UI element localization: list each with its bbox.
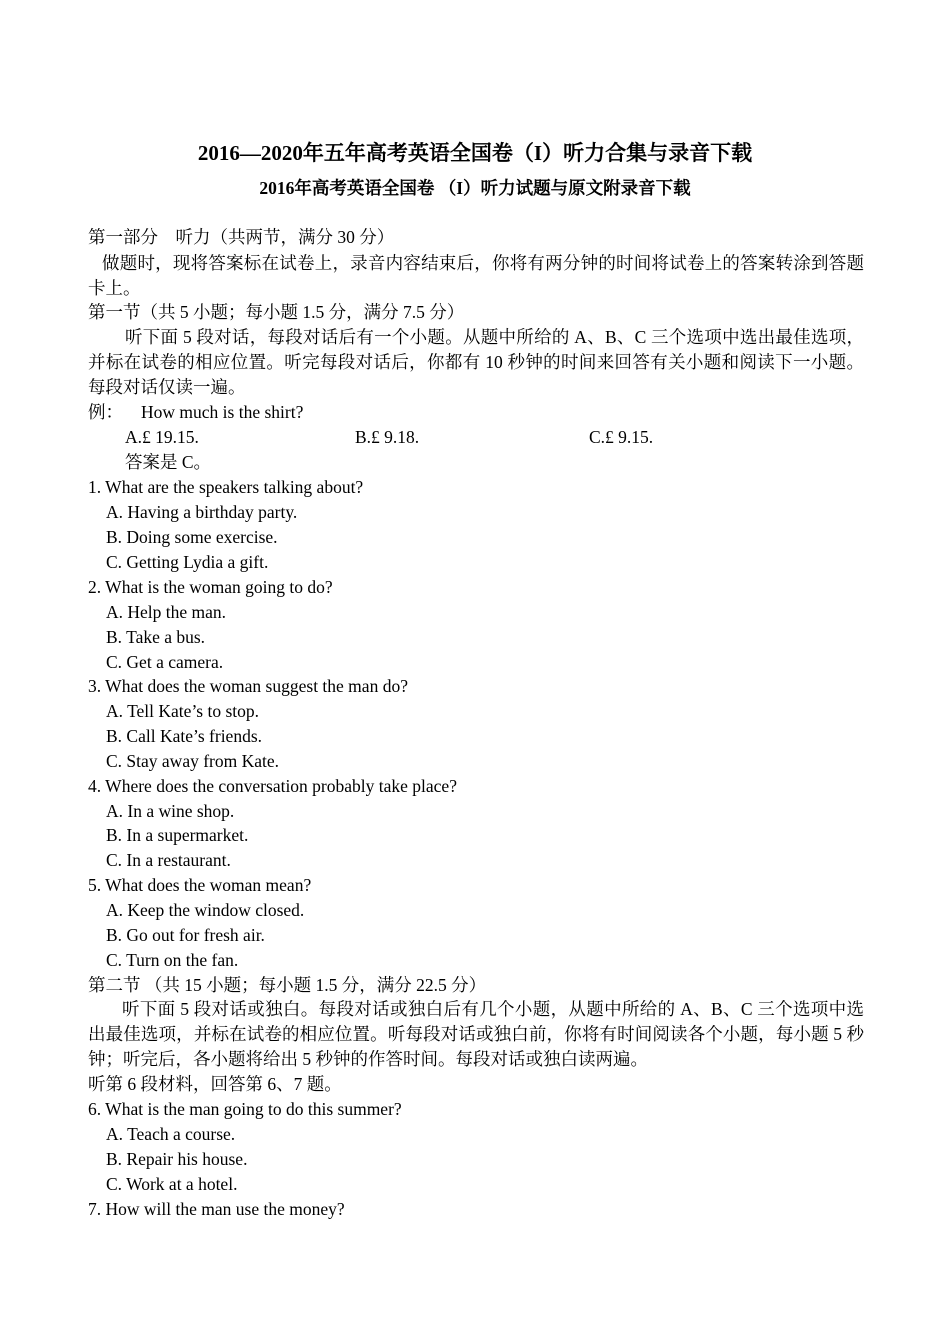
question-2-option-c: C. Get a camera. — [106, 652, 224, 672]
question-6: 6. What is the man going to do this summer? — [88, 1099, 402, 1119]
example-question-text: How much is the shirt? — [141, 402, 304, 422]
example-label: 例： — [88, 402, 123, 422]
question-2: 2. What is the woman going to do? — [88, 577, 333, 597]
part1-heading: 第一部分 听力（共两节，满分 30 分） — [88, 227, 395, 247]
question-4: 4. Where does the conversation probably take place? — [88, 776, 457, 796]
question-3: 3. What does the woman suggest the man do? — [88, 676, 408, 696]
question-7: 7. How will the man use the money? — [88, 1199, 345, 1219]
question-3-option-c: C. Stay away from Kate. — [106, 751, 280, 771]
question-5-option-c: C. Turn on the fan. — [106, 950, 239, 970]
question-1-option-a: A. Having a birthday party. — [106, 502, 298, 522]
section1-heading: 第一节（共 5 小题；每小题 1.5 分，满分 7.5 分） — [88, 302, 465, 322]
question-4-option-b: B. In a supermarket. — [106, 825, 249, 845]
example-option-a: A.£ 19.15. — [125, 427, 199, 447]
example-answer: 答案是 C。 — [125, 452, 212, 472]
question-6-option-c: C. Work at a hotel. — [106, 1174, 238, 1194]
question-2-option-b: B. Take a bus. — [106, 627, 206, 647]
document-title: 2016—2020年五年高考英语全国卷（I）听力合集与录音下载 — [197, 141, 753, 165]
section2-instructions: 听下面 5 段对话或独白。每段对话或独白后有几个小题，从题中所给的 A、B、C 三个选项中选出最佳选项，并标在试卷的相应位置。听每段对话或独白前，你将有时间阅读各个小题，每小题 5 秒钟；听完后，各小题将给出 5 秒钟的作答时间。每段对话或独白读两遍。 — [88, 999, 864, 1069]
question-3-option-a: A. Tell Kate’s to stop. — [106, 701, 260, 721]
example-option-c: C.£ 9.15. — [589, 427, 654, 447]
question-1: 1. What are the speakers talking about? — [88, 477, 364, 497]
material-6-heading: 听第 6 段材料，回答第 6、7 题。 — [88, 1074, 342, 1094]
question-5-option-b: B. Go out for fresh air. — [106, 925, 265, 945]
example-option-b: B.£ 9.18. — [355, 427, 420, 447]
question-1-option-c: C. Getting Lydia a gift. — [106, 552, 269, 572]
question-4-option-c: C. In a restaurant. — [106, 850, 231, 870]
question-6-option-b: B. Repair his house. — [106, 1149, 248, 1169]
section1-instructions: 听下面 5 段对话，每段对话后有一个小题。从题中所给的 A、B、C 三个选项中选出最佳选项，并标在试卷的相应位置。听完每段对话后，你都有 10 秒钟的时间来回答有关小题和阅读下一小题。每段对话仅读一遍。 — [88, 327, 864, 397]
question-6-option-a: A. Teach a course. — [106, 1124, 236, 1144]
example-question — [88, 400, 303, 424]
part1-instructions: 做题时，现将答案标在试卷上，录音内容结束后，你将有两分钟的时间将试卷上的答案转涂到答题卡上。 — [88, 253, 864, 298]
question-2-option-a: A. Help the man. — [106, 602, 227, 622]
document-subtitle: 2016年高考英语全国卷 （I）听力试题与原文附录音下载 — [259, 178, 691, 198]
question-5-option-a: A. Keep the window closed. — [106, 900, 305, 920]
section2-heading: 第二节 （共 15 小题；每小题 1.5 分，满分 22.5 分） — [88, 975, 487, 995]
question-1-option-b: B. Doing some exercise. — [106, 527, 278, 547]
question-5: 5. What does the woman mean? — [88, 875, 312, 895]
question-3-option-b: B. Call Kate’s friends. — [106, 726, 263, 746]
question-4-option-a: A. In a wine shop. — [106, 801, 235, 821]
